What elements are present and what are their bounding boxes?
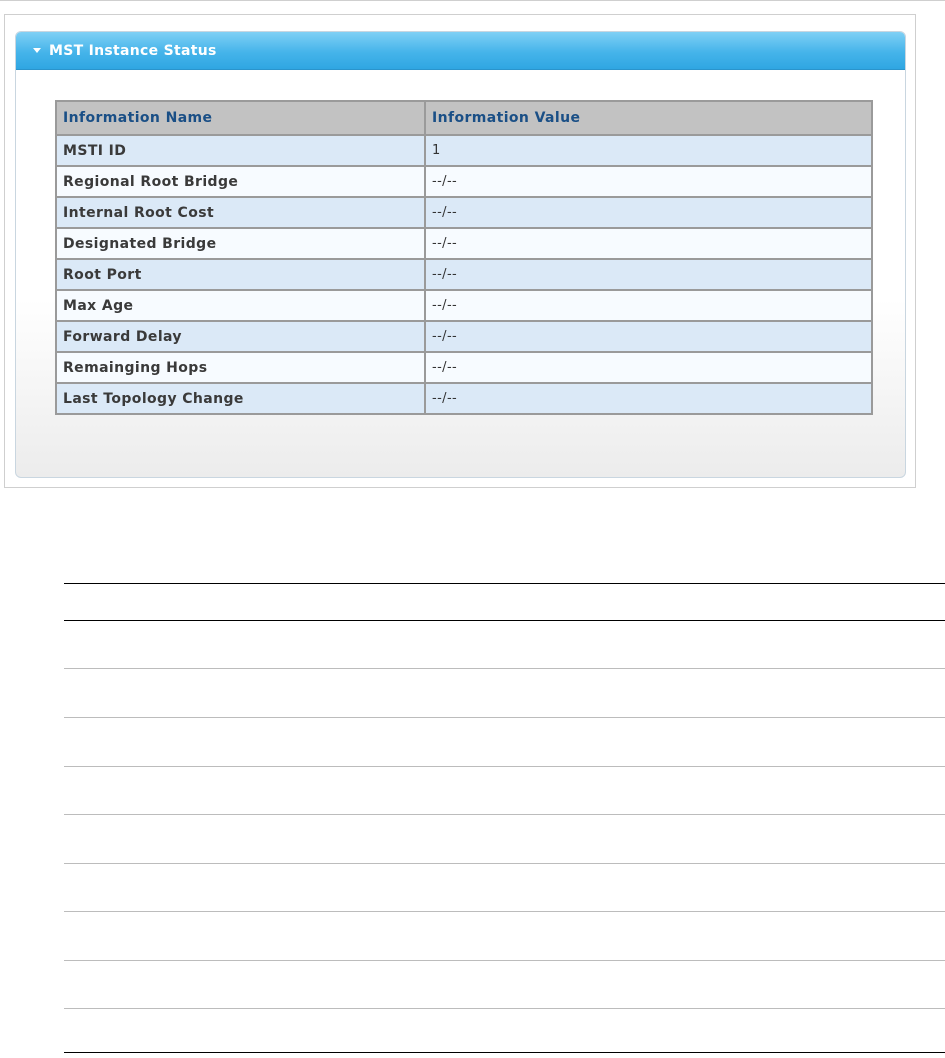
row-value-regional-root-bridge: --/--: [425, 166, 872, 197]
table-row-divider: [64, 863, 945, 864]
row-name-last-topology-change: Last Topology Change: [56, 383, 425, 414]
table-row: [56, 166, 872, 197]
panel-header[interactable]: [16, 32, 905, 70]
table-row-divider: [64, 960, 945, 961]
row-value-designated-bridge: --/--: [425, 228, 872, 259]
row-value-max-age: --/--: [425, 290, 872, 321]
mst-instance-status-table: [55, 100, 873, 415]
table-row: [56, 383, 872, 414]
row-value-internal-root-cost: --/--: [425, 197, 872, 228]
row-name-internal-root-cost: Internal Root Cost: [56, 197, 425, 228]
table-row-divider: [64, 814, 945, 815]
table-top-rule: [64, 583, 945, 584]
table-bottom-rule: [64, 1052, 945, 1053]
row-name-root-port: Root Port: [56, 259, 425, 290]
table-row: [56, 228, 872, 259]
row-value-remaining-hops: --/--: [425, 352, 872, 383]
row-name-msti-id: MSTI ID: [56, 135, 425, 166]
row-name-forward-delay: Forward Delay: [56, 321, 425, 352]
row-value-root-port: --/--: [425, 259, 872, 290]
row-name-remaining-hops: Remainging Hops: [56, 352, 425, 383]
table-row-divider: [64, 911, 945, 912]
table-row-divider: [64, 668, 945, 669]
row-value-last-topology-change: --/--: [425, 383, 872, 414]
column-header-information-name: Information Name: [56, 101, 425, 135]
table-row: [56, 135, 872, 166]
mst-instance-status-panel: [15, 31, 906, 478]
table-row: [56, 290, 872, 321]
table-row: [56, 352, 872, 383]
table-row-divider: [64, 1008, 945, 1009]
document-table-lines: [64, 583, 945, 1053]
screenshot-frame: [4, 14, 916, 488]
panel-title: MST Instance Status: [49, 42, 217, 59]
row-value-msti-id: 1: [425, 135, 872, 166]
row-name-regional-root-bridge: Regional Root Bridge: [56, 166, 425, 197]
row-name-designated-bridge: Designated Bridge: [56, 228, 425, 259]
row-name-max-age: Max Age: [56, 290, 425, 321]
table-row: [56, 197, 872, 228]
table-row-divider: [64, 766, 945, 767]
column-header-information-value: Information Value: [425, 101, 872, 135]
top-rule: [0, 0, 945, 1]
triangle-down-icon[interactable]: [33, 48, 41, 53]
table-row: [56, 321, 872, 352]
table-row-divider: [64, 717, 945, 718]
table-header-row: [56, 101, 872, 135]
row-value-forward-delay: --/--: [425, 321, 872, 352]
table-header-rule: [64, 620, 945, 621]
table-row: [56, 259, 872, 290]
